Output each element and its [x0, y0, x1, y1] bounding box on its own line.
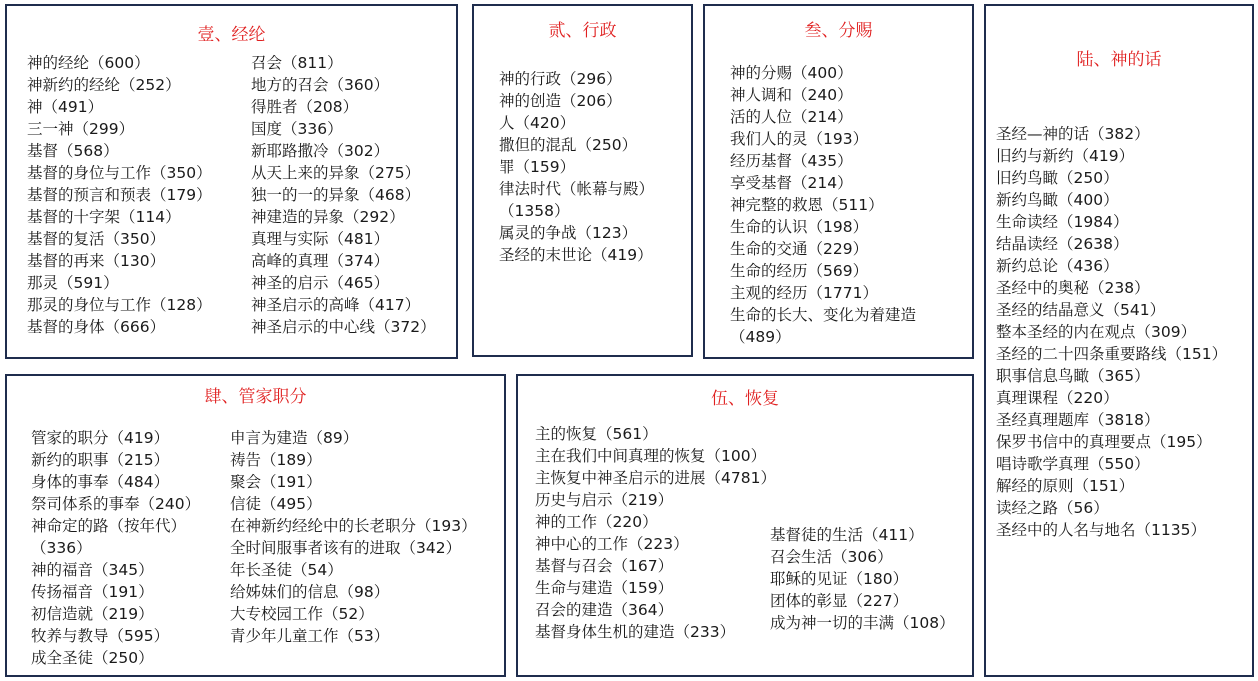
list-item: 生命的交通（229） [730, 240, 869, 258]
panel-administration [472, 4, 693, 357]
list-item: 牧养与教导（595） [31, 627, 170, 645]
list-item: （489） [730, 328, 791, 346]
list-item: 成为神一切的丰满（108） [770, 614, 955, 632]
list-item: 主在我们中间真理的恢复（100） [535, 447, 767, 465]
list-item: 读经之路（56） [996, 499, 1109, 517]
list-item: 在神新约经纶中的长老职分（193） [230, 517, 477, 535]
list-item: 三一神（299） [27, 120, 135, 138]
list-item: 旧约鸟瞰（250） [996, 169, 1119, 187]
list-item: 从天上来的异象（275） [251, 164, 421, 182]
list-item: 人（420） [499, 114, 576, 132]
list-item: 生命读经（1984） [996, 213, 1129, 231]
list-item: 基督的十字架（114） [27, 208, 181, 226]
panel-recovery [516, 374, 974, 677]
list-item: 聚会（191） [230, 473, 322, 491]
list-item: 活的人位（214） [730, 108, 853, 126]
list-item: 独一的一的异象（468） [251, 186, 421, 204]
list-item: 圣经的结晶意义（541） [996, 301, 1166, 319]
list-item: 团体的彰显（227） [770, 592, 909, 610]
list-item: 基督与召会（167） [535, 557, 674, 575]
list-item: 耶稣的见证（180） [770, 570, 909, 588]
list-item: 神（491） [27, 98, 104, 116]
list-item: 撒但的混乱（250） [499, 136, 638, 154]
list-item: 神的福音（345） [31, 561, 154, 579]
item-list [27, 52, 212, 338]
list-item: 唱诗歌学真理（550） [996, 455, 1150, 473]
list-item: 神命定的路（按年代） [31, 517, 187, 535]
item-list [31, 427, 200, 669]
list-item: 初信造就（219） [31, 605, 154, 623]
panel-title: 叁、分赐 [804, 21, 873, 41]
list-item: 召会生活（306） [770, 548, 893, 566]
list-item: 召会的建造（364） [535, 601, 674, 619]
list-item: 真理与实际（481） [251, 230, 390, 248]
panel-title: 壹、经纶 [197, 25, 266, 45]
item-list [230, 427, 477, 647]
list-item: 经历基督（435） [730, 152, 853, 170]
list-item: 召会（811） [251, 54, 343, 72]
list-item: 真理课程（220） [996, 389, 1119, 407]
list-item: 基督徒的生活（411） [770, 526, 924, 544]
list-item: 新约的职事（215） [31, 451, 170, 469]
list-item: 基督的身体（666） [27, 318, 166, 336]
list-item: 神新约的经纶（252） [27, 76, 181, 94]
panel-title: 肆、管家职分 [204, 387, 307, 407]
list-item: 祷告（189） [230, 451, 322, 469]
list-item: 神圣的启示（465） [251, 274, 390, 292]
list-item: 圣经—神的话（382） [996, 125, 1150, 143]
list-item: 生命的认识（198） [730, 218, 869, 236]
item-list [996, 123, 1227, 541]
list-item: 生命与建造（159） [535, 579, 674, 597]
list-item: （336） [31, 539, 92, 557]
list-item: （1358） [499, 202, 570, 220]
item-list [499, 68, 654, 266]
list-item: 全时间服事者该有的进取（342） [230, 539, 462, 557]
panel-stewardship [5, 374, 506, 677]
list-item: 生命的经历（569） [730, 262, 869, 280]
list-item: 我们人的灵（193） [730, 130, 869, 148]
list-item: 高峰的真理（374） [251, 252, 390, 270]
list-item: 基督的复活（350） [27, 230, 166, 248]
list-item: 神完整的救恩（511） [730, 196, 884, 214]
list-item: 基督身体生机的建造（233） [535, 623, 736, 641]
list-item: 那灵的身位与工作（128） [27, 296, 212, 314]
list-item: 大专校园工作（52） [230, 605, 374, 623]
list-item: 新约总论（436） [996, 257, 1119, 275]
panel-title: 陆、神的话 [1076, 50, 1162, 70]
list-item: 祭司体系的事奉（240） [31, 495, 201, 513]
list-item: 申言为建造（89） [230, 429, 359, 447]
list-item: 旧约与新约（419） [996, 147, 1135, 165]
list-item: 年长圣徒（54） [230, 561, 343, 579]
list-item: 属灵的争战（123） [499, 224, 638, 242]
list-item: 罪（159） [499, 158, 576, 176]
list-item: 新约鸟瞰（400） [996, 191, 1119, 209]
list-item: 主恢复中神圣启示的进展（4781） [535, 469, 776, 487]
list-item: 基督的再来（130） [27, 252, 166, 270]
list-item: 新耶路撒冷（302） [251, 142, 390, 160]
list-item: 神中心的工作（223） [535, 535, 689, 553]
list-item: 解经的原则（151） [996, 477, 1135, 495]
list-item: 神人调和（240） [730, 86, 853, 104]
panel-dispensing [703, 4, 974, 359]
list-item: 管家的职分（419） [31, 429, 170, 447]
list-item: 圣经的二十四条重要路线（151） [996, 345, 1228, 363]
list-item: 律法时代（帐幕与殿） [499, 180, 655, 198]
list-item: 基督（568） [27, 142, 119, 160]
list-item: 基督的预言和预表（179） [27, 186, 212, 204]
list-item: 生命的长大、变化为着建造 [730, 306, 917, 324]
list-item: 传扬福音（191） [31, 583, 154, 601]
item-list [770, 524, 955, 634]
list-item: 圣经真理题库（3818） [996, 411, 1160, 429]
list-item: 圣经中的奥秘（238） [996, 279, 1150, 297]
list-item: 国度（336） [251, 120, 343, 138]
list-item: 身体的事奉（484） [31, 473, 170, 491]
list-item: 神的工作（220） [535, 513, 658, 531]
list-item: 神的行政（296） [499, 70, 622, 88]
list-item: 得胜者（208） [251, 98, 359, 116]
list-item: 保罗书信中的真理要点（195） [996, 433, 1212, 451]
list-item: 给姊妹们的信息（98） [230, 583, 390, 601]
list-item: 神圣启示的中心线（372） [251, 318, 436, 336]
list-item: 神建造的异象（292） [251, 208, 405, 226]
list-item: 地方的召会（360） [251, 76, 390, 94]
panel-economy [5, 4, 458, 359]
list-item: 成全圣徒（250） [31, 649, 154, 667]
list-item: 神的经纶（600） [27, 54, 150, 72]
panel-word-of-god [984, 4, 1254, 677]
list-item: 历史与启示（219） [535, 491, 674, 509]
list-item: 享受基督（214） [730, 174, 853, 192]
list-item: 主的恢复（561） [535, 425, 658, 443]
list-item: 结晶读经（2638） [996, 235, 1129, 253]
list-item: 神圣启示的高峰（417） [251, 296, 421, 314]
list-item: 圣经的末世论（419） [499, 246, 653, 264]
list-item: 青少年儿童工作（53） [230, 627, 390, 645]
list-item: 圣经中的人名与地名（1135） [996, 521, 1206, 539]
list-item: 神的创造（206） [499, 92, 622, 110]
list-item: 基督的身位与工作（350） [27, 164, 212, 182]
list-item: 信徒（495） [230, 495, 322, 513]
list-item: 神的分赐（400） [730, 64, 853, 82]
panel-title: 伍、恢复 [711, 389, 779, 409]
item-list [251, 52, 436, 338]
item-list [535, 423, 776, 643]
list-item: 主观的经历（1771） [730, 284, 878, 302]
list-item: 职事信息鸟瞰（365） [996, 367, 1150, 385]
list-item: 整本圣经的内在观点（309） [996, 323, 1197, 341]
item-list [730, 62, 916, 348]
panel-title: 贰、行政 [548, 21, 617, 41]
list-item: 那灵（591） [27, 274, 119, 292]
